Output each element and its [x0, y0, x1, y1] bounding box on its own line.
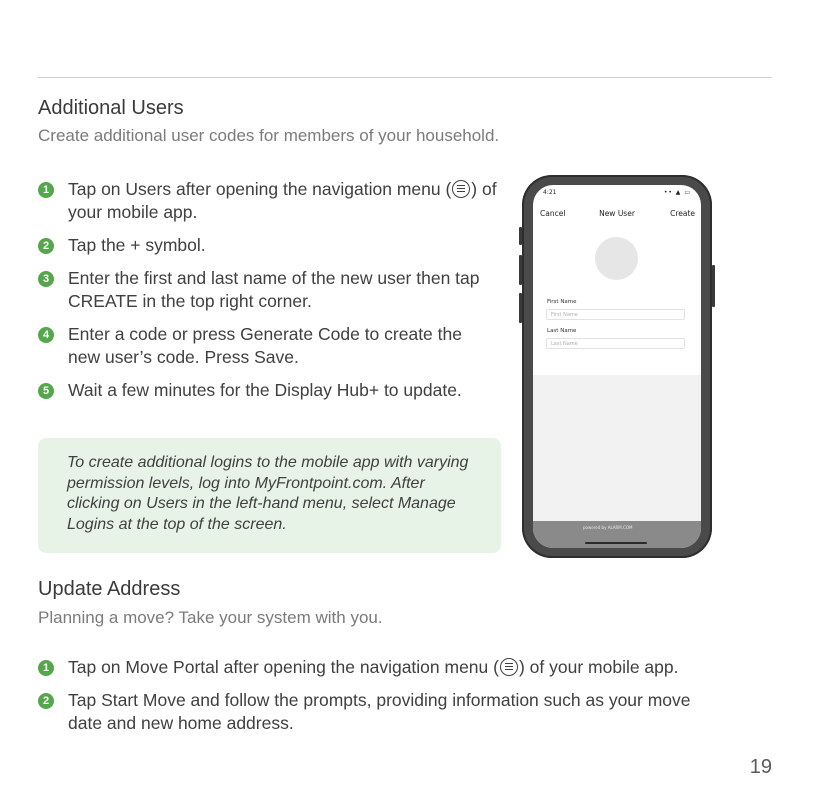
step-number-badge: 1 [38, 182, 54, 198]
home-indicator [585, 542, 647, 544]
phone-screen [533, 185, 701, 548]
step-item: 1 Tap on Users after opening the navigation menu ( ) of your mobile app. [38, 178, 498, 224]
step-number-badge: 2 [38, 238, 54, 254]
new-user-title: New User [599, 209, 635, 218]
logins-note-callout: To create additional logins to the mobile app with varying permission levels, log into MyFrontpoint.com. After clicking on Users in the left-hand menu, select Manage Logins at the top of the screen. [38, 438, 501, 553]
additional-users-subtitle: Create additional user codes for members of your household. [38, 126, 500, 145]
additional-users-steps [38, 178, 498, 402]
status-bar [543, 189, 691, 196]
step-number-badge: 5 [38, 383, 54, 399]
first-name-input[interactable]: First Name [546, 309, 685, 320]
step-item: 2 Tap Start Move and follow the prompts, providing information such as your move date and new home address. [38, 689, 758, 735]
last-name-label: Last Name [547, 328, 577, 334]
status-time: 4:21 [543, 189, 557, 196]
phone-side-button [519, 293, 522, 323]
page-number: 19 [749, 756, 772, 778]
screen-empty-area [533, 375, 701, 521]
menu-icon [452, 180, 470, 198]
step-number-badge: 2 [38, 693, 54, 709]
menu-icon [500, 658, 518, 676]
step-item: 2 Tap the + symbol. [38, 234, 498, 257]
phone-nav-bar [533, 207, 701, 223]
phone-side-button [519, 255, 522, 285]
status-icons: •• ▲ ▭ [663, 189, 691, 196]
update-address-subtitle: Planning a move? Take your system with you. [38, 608, 383, 627]
phone-side-button [519, 227, 522, 245]
cancel-button[interactable]: Cancel [540, 209, 566, 218]
additional-users-heading: Additional Users [38, 97, 184, 119]
phone-side-button [712, 265, 715, 307]
update-address-heading: Update Address [38, 578, 181, 600]
top-divider [38, 77, 772, 78]
avatar-placeholder[interactable] [595, 237, 638, 280]
step-item: 4 Enter a code or press Generate Code to create the new user’s code. Press Save. [38, 323, 498, 369]
first-name-label: First Name [547, 299, 577, 305]
step-number-badge: 4 [38, 327, 54, 343]
step-item: 1 Tap on Move Portal after opening the navigation menu ( ) of your mobile app. [38, 656, 758, 679]
step-number-badge: 3 [38, 271, 54, 287]
phone-mockup [522, 175, 712, 558]
update-address-steps [38, 656, 758, 735]
step-number-badge: 1 [38, 660, 54, 676]
step-item: 3 Enter the first and last name of the new user then tap CREATE in the top right corner. [38, 267, 498, 313]
last-name-input[interactable]: Last Name [546, 338, 685, 349]
create-button[interactable]: Create [670, 209, 695, 218]
powered-by-text: powered by ALARM.COM [583, 525, 633, 530]
step-item: 5 Wait a few minutes for the Display Hub+ to update. [38, 379, 498, 402]
